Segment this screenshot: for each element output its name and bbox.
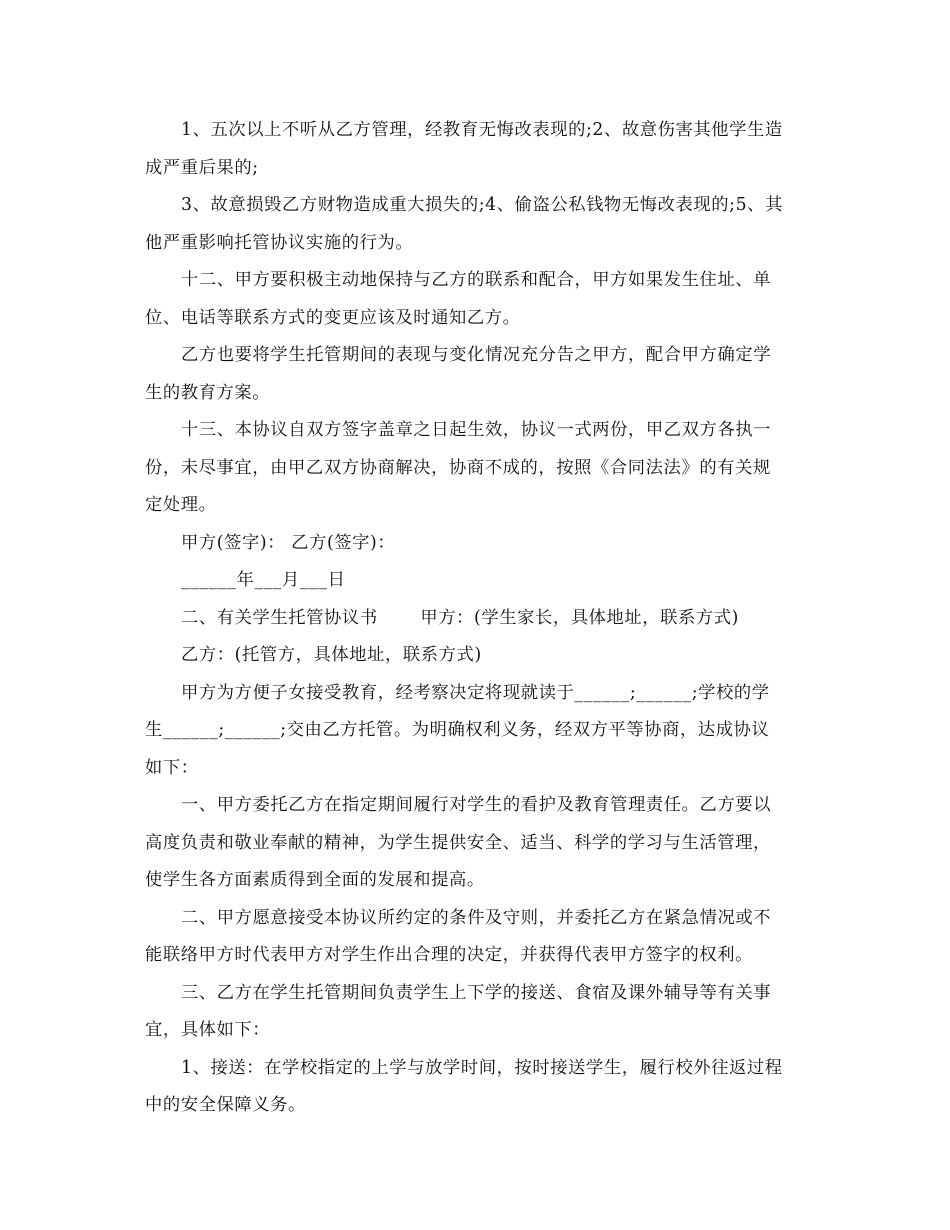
- text-line: 如下：: [145, 757, 199, 778]
- text-line: 定处理。: [145, 495, 217, 515]
- text-line: 一、甲方委托乙方在指定期间履行对学生的看护及教育管理责任。乙方要以: [181, 795, 772, 815]
- text-line: 宜，具体如下：: [145, 1020, 271, 1040]
- text-line: 生的教育方案。: [145, 382, 271, 403]
- text-line: 1、五次以上不听从乙方管理，经教育无悔改表现的;2、故意伤害其他学生造: [181, 120, 783, 140]
- text-line: 3、故意损毁乙方财物造成重大损失的;4、偷盗公私钱物无悔改表现的;5、其: [181, 195, 783, 215]
- text-line: 位、电话等联系方式的变更应该及时通知乙方。: [145, 307, 521, 328]
- text-line: 高度负责和敬业奉献的精神，为学生提供安全、适当、科学的学习与生活管理，: [145, 832, 771, 853]
- text-line: 甲方为方便子女接受教育，经考察决定将现就读于______;______;学校的学: [181, 682, 770, 703]
- text-line: 能联络甲方时代表甲方对学生作出合理的决定，并获得代表甲方签字的权利。: [145, 945, 753, 965]
- text-line: 他严重影响托管协议实施的行为。: [145, 232, 414, 253]
- text-line: 份，未尽事宜，由甲乙双方协商解决，协商不成的，按照《合同法法》的有关规: [145, 457, 771, 478]
- text-line: 乙方：(托管方，具体地址，联系方式): [181, 645, 482, 665]
- text-line: 十三、本协议自双方签字盖章之日起生效，协议一式两份，甲乙双方各执一: [181, 420, 772, 440]
- section-heading: 二、有关学生托管协议书 甲方：(学生家长，具体地址，联系方式): [181, 607, 740, 628]
- text-line: 成严重后果的;: [145, 157, 259, 178]
- text-line: 生______;______;交由乙方托管。为明确权利义务，经双方平等协商，达成协议: [145, 720, 770, 740]
- text-line: 三、乙方在学生托管期间负责学生上下学的接送、食宿及课外辅导等有关事: [181, 982, 772, 1003]
- text-line: 使学生各方面素质得到全面的发展和提高。: [145, 870, 485, 890]
- text-line: 十二、甲方要积极主动地保持与乙方的联系和配合，甲方如果发生住址、单: [181, 270, 772, 290]
- text-line: 二、甲方愿意接受本协议所约定的条件及守则，并委托乙方在紧急情况或不: [181, 907, 772, 928]
- text-line: 乙方也要将学生托管期间的表现与变化情况充分告之甲方，配合甲方确定学: [181, 345, 772, 365]
- text-line: 中的安全保障义务。: [145, 1095, 306, 1115]
- document-body: [145, 112, 810, 1125]
- signature-line: 甲方(签字)： 乙方(签字)：: [181, 532, 396, 553]
- text-line: 1、接送：在学校指定的上学与放学时间，按时接送学生，履行校外往返过程: [181, 1057, 783, 1078]
- date-line: ______年___月___日: [181, 570, 346, 590]
